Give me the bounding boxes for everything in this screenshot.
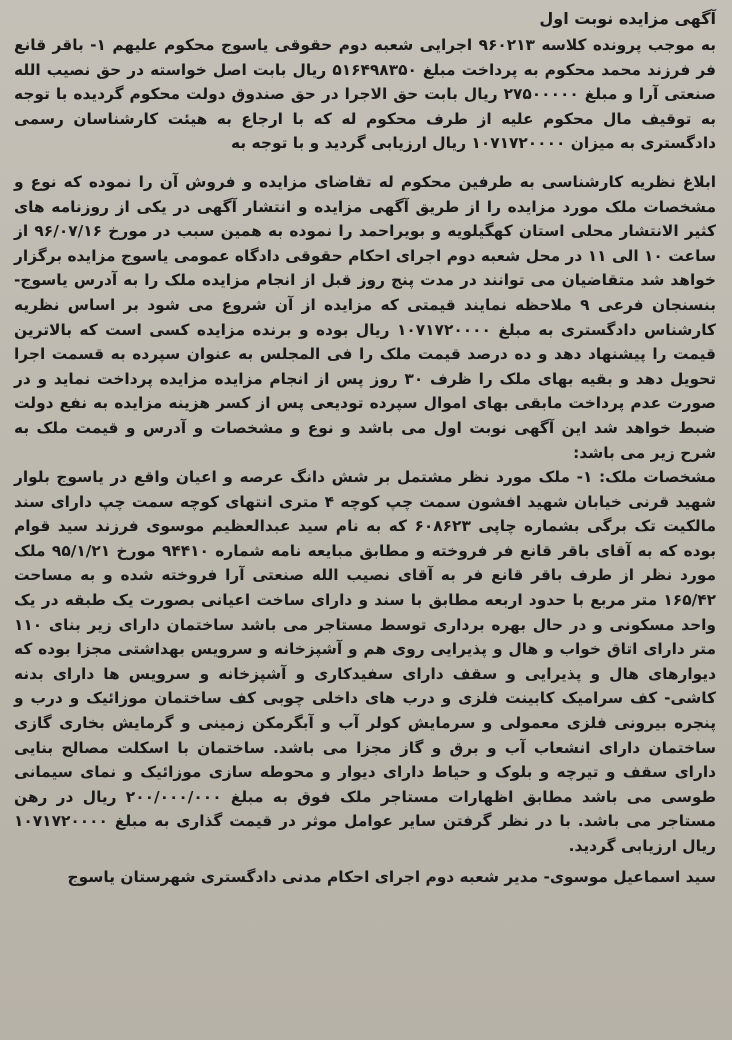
notice-signature: سید اسماعیل موسوی- مدیر شعبه دوم اجرای احکام مدنی دادگستری شهرستان یاسوج [67, 867, 716, 886]
notice-paragraph-case: به موجب پرونده کلاسه ۹۶۰۲۱۳ اجرایی شعبه دوم حقوقی یاسوج محکوم علیهم ۱- باقر قانع فر فرزند محمد محکوم به پرداخت مبلغ ۵۱۶۴۹۸۳۵۰ ریال بابت اصل خواسته در حق نصیب الله صنعتی آرا و مبلغ ۲۷۵۰۰۰۰۰ ریال بابت حق الاجرا در حق صندوق دولت محکوم گردیده با توجه به توقیف مال محکوم علیه از طرف محکوم له که با ارجاع به هیئت کارشناسان رسمی دادگستری به میزان ۱۰۷۱۷۲۰۰۰۰ ریال ارزیابی گردید و با توجه به [14, 36, 717, 153]
paragraph-gap [14, 156, 716, 170]
notice-paragraph-property-specs: مشخصات ملک: ۱- ملک مورد نظر مشتمل بر شش دانگ عرصه و اعیان واقع در یاسوج بلوار شهید قرنی خیابان شهید افشون سمت چپ کوچه ۴ متری انتهای کوچه سمت چپ دارای سند مالکیت تک برگی بشماره چاپی ۶۰۸۶۲۳ که به نام سید عبدالعظیم موسوی فرزند سید قوام بوده که به آقای باقر قانع فر فروخته و مطابق مبایعه نامه شماره ۹۴۴۱۰ مورخ ۹۵/۱/۲۱ ملک مورد نظر از طرف باقر قانع فر به آقای نصیب الله صنعتی آرا فروخته شده و به مساحت ۱۶۵/۴۲ متر مربع با حدود اربعه مطابق با سند و دارای ساخت اعیانی بصورت یک طبقه در یک واحد مسکونی و در حال بهره برداری توسط مستاجر می باشد ساختمان دارای زیر بنای ۱۱۰ متر دارای اتاق خواب و هال و پذیرایی روی هم و آشپزخانه و سرویس بهداشتی مجزا بوده که دیوارهای هال و پذیرایی و سقف دارای سفیدکاری و آشپزخانه و سرویس ها دارای بدنه کاشی- کف سرامیک کابینت فلزی و درب های داخلی چوبی کف ساختمان موزائیک و درب و پنجره بیرونی فلزی معمولی و سرمایش کولر آب و آبگرمکن زمینی و گرمایش بخاری گازی ساختمان دارای انشعاب آب و برق و گاز مجزا می باشد. ساختمان با اسکلت مصالح بنایی دارای سقف و تیرچه و بلوک و حیاط دارای دیوار و محوطه سازی موزائیک و نمای سیمانی طوسی می باشد مطابق اظهارات مستاجر ملک فوق به مبلغ ۲۰۰/۰۰۰/۰۰۰ ریال در رهن مستاجر می باشد. با در نظر گرفتن سایر عوامل موثر در قیمت گذاری به مبلغ ۱۰۷۱۷۲۰۰۰۰ ریال ارزیابی گردید. [14, 468, 717, 855]
notice-paragraph-auction-terms: ابلاغ نظریه کارشناسی به طرفین محکوم له تقاضای مزایده و فروش آن را نموده که نوع و مشخصات ملک مورد مزایده را از طریق آگهی مزایده و انتشار آگهی در یکی از روزنامه های کثیر الانتشار محلی استان کهگیلویه و بویراحمد را نموده به همین سبب در مورخ ۹۶/۰۷/۱۶ از ساعت ۱۰ الی ۱۱ در محل شعبه دوم اجرای احکام حقوقی دادگاه عمومی یاسوج مزایده برگزار خواهد شد متقاضیان می توانند در مدت پنج روز قبل از انجام مزایده ملک را به آدرس یاسوج- بنسنجان فرعی ۹ ملاحظه نمایند قیمتی که مزایده از آن شروع می شود بر اساس نظریه کارشناس دادگستری به مبلغ ۱۰۷۱۷۲۰۰۰۰ ریال بوده و برنده مزایده کسی است که بالاترین قیمت را پیشنهاد دهد و ده درصد قیمت ملک را فی المجلس به عنوان سپرده به قسمت اجرا تحویل دهد و بقیه بهای ملک را ظرف ۳۰ روز پس از انجام مزایده مزایده پرداخت نماید و در صورت عدم پرداخت مابقی بهای اموال سپرده تودیعی پس از کسر هزینه مزایده به نفع دولت ضبط خواهد شد این آگهی نوبت اول می باشد و نوع و مشخصات و آدرس و قیمت ملک به شرح زیر می باشد: [14, 172, 717, 462]
notice-title: آگهی مزایده نوبت اول [539, 9, 716, 28]
